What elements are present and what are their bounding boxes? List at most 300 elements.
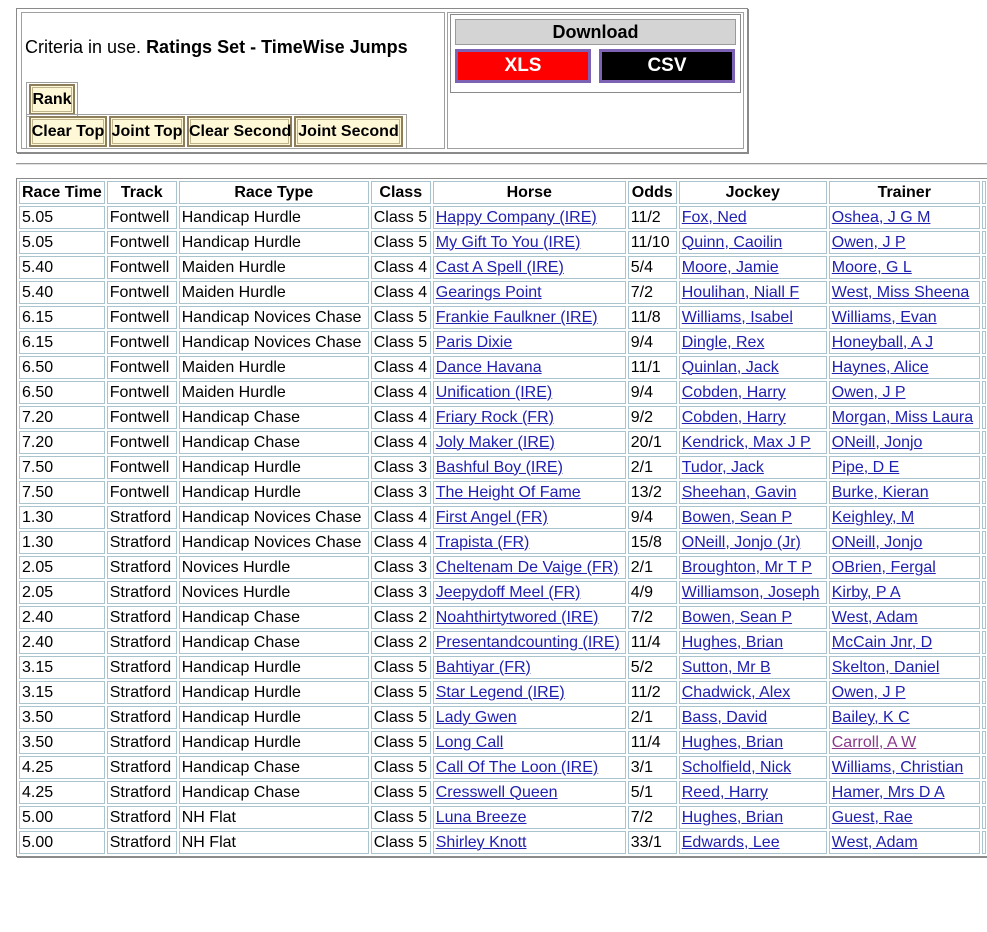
extra-cell [982, 531, 986, 554]
table-row [19, 481, 986, 504]
horse-cell [433, 481, 626, 504]
jockey-cell [679, 431, 827, 454]
divider [16, 163, 987, 165]
jockey-link[interactable]: Bass, David [681, 708, 768, 726]
trainer-link[interactable]: Oshea, J G M [831, 208, 931, 226]
trainer-cell [829, 456, 980, 479]
horse-cell [433, 606, 626, 629]
extra-cell [982, 506, 986, 529]
race-type-cell: Handicap Chase [179, 631, 369, 654]
race-time-cell: 3.50 [19, 731, 105, 754]
extra-cell [982, 481, 986, 504]
trainer-link[interactable]: McCain Jnr, D [831, 633, 933, 651]
race-time-cell: 7.50 [19, 456, 105, 479]
horse-link[interactable]: Luna Breeze [435, 808, 527, 826]
horse-link[interactable]: Paris Dixie [435, 333, 513, 351]
jockey-link[interactable]: ONeill, Jonjo (Jr) [681, 533, 801, 551]
horse-link[interactable]: Shirley Knott [435, 833, 527, 851]
joint-second-button[interactable]: Joint Second [294, 116, 403, 147]
class-cell: Class 5 [371, 806, 431, 829]
extra-cell [982, 406, 986, 429]
jockey-link[interactable]: Sutton, Mr B [681, 658, 771, 676]
track-cell: Stratford [107, 656, 177, 679]
jockey-link[interactable]: Fox, Ned [681, 208, 747, 226]
race-time-cell: 5.05 [19, 206, 105, 229]
track-cell: Fontwell [107, 381, 177, 404]
odds-cell: 33/1 [628, 831, 677, 854]
jockey-cell [679, 681, 827, 704]
horse-cell [433, 656, 626, 679]
trainer-cell [829, 306, 980, 329]
horse-cell [433, 356, 626, 379]
trainer-link[interactable]: Skelton, Daniel [831, 658, 940, 676]
jockey-link[interactable]: Hughes, Brian [681, 633, 784, 651]
jockey-cell [679, 756, 827, 779]
trainer-cell [829, 556, 980, 579]
track-cell: Stratford [107, 781, 177, 804]
trainer-cell [829, 731, 980, 754]
odds-cell: 7/2 [628, 606, 677, 629]
trainer-cell [829, 631, 980, 654]
trainer-cell [829, 681, 980, 704]
table-row [19, 781, 986, 804]
table-row [19, 531, 986, 554]
jockey-link[interactable]: Williams, Isabel [681, 308, 793, 326]
horse-link[interactable]: Jeepydoff Meel (FR) [435, 583, 581, 601]
horse-link[interactable]: Unification (IRE) [435, 383, 553, 401]
extra-cell [982, 706, 986, 729]
horse-link[interactable]: Lady Gwen [435, 708, 517, 726]
criteria-panel [16, 8, 748, 153]
class-cell: Class 4 [371, 406, 431, 429]
race-type-cell: Handicap Novices Chase [179, 306, 369, 329]
odds-cell: 9/4 [628, 331, 677, 354]
race-type-cell: Handicap Hurdle [179, 731, 369, 754]
column-header-odds: Odds [628, 181, 677, 204]
horse-link[interactable]: Dance Havana [435, 358, 542, 376]
trainer-link[interactable]: Honeyball, A J [831, 333, 934, 351]
horse-cell [433, 681, 626, 704]
trainer-link[interactable]: Williams, Evan [831, 308, 937, 326]
race-type-cell: Handicap Chase [179, 781, 369, 804]
track-cell: Fontwell [107, 281, 177, 304]
trainer-cell [829, 781, 980, 804]
race-type-cell: NH Flat [179, 831, 369, 854]
race-type-cell: Novices Hurdle [179, 581, 369, 604]
ratings-set-label: Ratings Set - TimeWise Jumps [146, 37, 408, 57]
trainer-link[interactable]: West, Adam [831, 833, 918, 851]
jockey-link[interactable]: Houlihan, Niall F [681, 283, 800, 301]
jockey-cell [679, 231, 827, 254]
jockey-cell [679, 256, 827, 279]
odds-cell: 2/1 [628, 706, 677, 729]
trainer-cell [829, 531, 980, 554]
table-row [19, 656, 986, 679]
race-type-cell: NH Flat [179, 806, 369, 829]
download-xls-button[interactable]: XLS [455, 49, 591, 83]
class-cell: Class 5 [371, 656, 431, 679]
jockey-link[interactable]: Hughes, Brian [681, 733, 784, 751]
table-row [19, 831, 986, 854]
table-row [19, 431, 986, 454]
track-cell: Fontwell [107, 206, 177, 229]
jockey-cell [679, 781, 827, 804]
track-cell: Stratford [107, 706, 177, 729]
race-type-cell: Handicap Novices Chase [179, 331, 369, 354]
class-cell: Class 4 [371, 431, 431, 454]
extra-cell [982, 756, 986, 779]
column-header-jockey: Jockey [679, 181, 827, 204]
track-cell: Fontwell [107, 331, 177, 354]
race-time-cell: 1.30 [19, 531, 105, 554]
trainer-cell [829, 606, 980, 629]
odds-cell: 20/1 [628, 431, 677, 454]
jockey-cell [679, 381, 827, 404]
track-cell: Stratford [107, 606, 177, 629]
trainer-link[interactable]: Hamer, Mrs D A [831, 783, 945, 801]
horse-link[interactable]: Happy Company (IRE) [435, 208, 597, 226]
horse-cell [433, 806, 626, 829]
race-time-cell: 6.15 [19, 331, 105, 354]
race-time-cell: 5.00 [19, 831, 105, 854]
trainer-link[interactable]: Owen, J P [831, 383, 906, 401]
horse-cell [433, 781, 626, 804]
odds-cell: 7/2 [628, 806, 677, 829]
trainer-cell [829, 331, 980, 354]
trainer-cell [829, 481, 980, 504]
jockey-cell [679, 806, 827, 829]
table-row [19, 456, 986, 479]
jockey-link[interactable]: Williamson, Joseph [681, 583, 820, 601]
jockey-link[interactable]: Tudor, Jack [681, 458, 764, 476]
extra-cell [982, 781, 986, 804]
jockey-cell [679, 456, 827, 479]
criteria-prefix: Criteria in use. [25, 37, 142, 57]
extra-cell [982, 456, 986, 479]
table-row [19, 731, 986, 754]
odds-cell: 2/1 [628, 456, 677, 479]
race-time-cell: 4.25 [19, 756, 105, 779]
class-cell: Class 5 [371, 731, 431, 754]
extra-cell [982, 831, 986, 854]
extra-cell [982, 631, 986, 654]
trainer-cell [829, 256, 980, 279]
race-type-cell: Handicap Hurdle [179, 681, 369, 704]
trainer-link[interactable]: Pipe, D E [831, 458, 900, 476]
results-panel [16, 178, 987, 857]
download-csv-button[interactable]: CSV [599, 49, 735, 83]
horse-link[interactable]: Gearings Point [435, 283, 542, 301]
table-row [19, 406, 986, 429]
horse-link[interactable]: Frankie Faulkner (IRE) [435, 308, 598, 326]
extra-cell [982, 256, 986, 279]
horse-link[interactable]: First Angel (FR) [435, 508, 548, 526]
race-time-cell: 2.05 [19, 556, 105, 579]
odds-cell: 11/4 [628, 731, 677, 754]
jockey-link[interactable]: Chadwick, Alex [681, 683, 791, 701]
race-time-cell: 1.30 [19, 506, 105, 529]
extra-cell [982, 556, 986, 579]
horse-cell [433, 731, 626, 754]
jockey-link[interactable]: Cobden, Harry [681, 383, 786, 401]
table-row [19, 231, 986, 254]
jockey-link[interactable]: Hughes, Brian [681, 808, 784, 826]
class-cell: Class 5 [371, 306, 431, 329]
class-cell: Class 4 [371, 506, 431, 529]
table-row [19, 256, 986, 279]
horse-cell [433, 406, 626, 429]
horse-link[interactable]: Cheltenam De Vaige (FR) [435, 558, 619, 576]
class-cell: Class 4 [371, 356, 431, 379]
class-cell: Class 2 [371, 606, 431, 629]
table-row [19, 756, 986, 779]
odds-cell: 11/8 [628, 306, 677, 329]
race-time-cell: 3.15 [19, 656, 105, 679]
race-time-cell: 6.50 [19, 356, 105, 379]
race-type-cell: Maiden Hurdle [179, 256, 369, 279]
odds-cell: 9/4 [628, 381, 677, 404]
trainer-link[interactable]: West, Adam [831, 608, 918, 626]
track-cell: Fontwell [107, 256, 177, 279]
jockey-link[interactable]: Reed, Harry [681, 783, 768, 801]
joint-top-button[interactable]: Joint Top [109, 116, 185, 147]
class-cell: Class 5 [371, 781, 431, 804]
criteria-text [25, 37, 408, 58]
horse-cell [433, 306, 626, 329]
class-cell: Class 4 [371, 256, 431, 279]
horse-link[interactable]: Star Legend (IRE) [435, 683, 565, 701]
race-time-cell: 3.50 [19, 706, 105, 729]
horse-cell [433, 506, 626, 529]
class-cell: Class 3 [371, 456, 431, 479]
race-type-cell: Handicap Hurdle [179, 706, 369, 729]
trainer-cell [829, 656, 980, 679]
race-time-cell: 5.40 [19, 281, 105, 304]
horse-link[interactable]: Cresswell Queen [435, 783, 558, 801]
table-row [19, 556, 986, 579]
track-cell: Stratford [107, 831, 177, 854]
jockey-cell [679, 281, 827, 304]
jockey-link[interactable]: Sheehan, Gavin [681, 483, 797, 501]
race-time-cell: 5.00 [19, 806, 105, 829]
trainer-cell [829, 356, 980, 379]
horse-link[interactable]: Trapista (FR) [435, 533, 530, 551]
trainer-link[interactable]: Kirby, P A [831, 583, 901, 601]
odds-cell: 9/4 [628, 506, 677, 529]
class-cell: Class 5 [371, 206, 431, 229]
table-row [19, 381, 986, 404]
trainer-link[interactable]: Owen, J P [831, 683, 906, 701]
horse-link[interactable]: Call Of The Loon (IRE) [435, 758, 599, 776]
jockey-cell [679, 831, 827, 854]
rank-button[interactable]: Rank [29, 84, 75, 115]
race-type-cell: Handicap Novices Chase [179, 506, 369, 529]
track-cell: Fontwell [107, 306, 177, 329]
race-type-cell: Novices Hurdle [179, 556, 369, 579]
track-cell: Fontwell [107, 481, 177, 504]
race-type-cell: Handicap Chase [179, 406, 369, 429]
table-body [19, 206, 986, 854]
jockey-link[interactable]: Quinn, Caoilin [681, 233, 783, 251]
trainer-link[interactable]: OBrien, Fergal [831, 558, 936, 576]
odds-cell: 13/2 [628, 481, 677, 504]
jockey-link[interactable]: Broughton, Mr T P [681, 558, 812, 576]
odds-cell: 5/2 [628, 656, 677, 679]
race-type-cell: Handicap Hurdle [179, 456, 369, 479]
race-time-cell: 7.20 [19, 406, 105, 429]
track-cell: Stratford [107, 631, 177, 654]
race-time-cell: 4.25 [19, 781, 105, 804]
jockey-link[interactable]: Quinlan, Jack [681, 358, 779, 376]
horse-link[interactable]: The Height Of Fame [435, 483, 581, 501]
jockey-link[interactable]: Dingle, Rex [681, 333, 765, 351]
horse-cell [433, 231, 626, 254]
horse-cell [433, 531, 626, 554]
horse-cell [433, 556, 626, 579]
horse-cell [433, 456, 626, 479]
odds-cell: 2/1 [628, 556, 677, 579]
track-cell: Stratford [107, 681, 177, 704]
selection-button-group [26, 114, 407, 149]
jockey-link[interactable]: Bowen, Sean P [681, 508, 793, 526]
trainer-cell [829, 506, 980, 529]
odds-cell: 11/2 [628, 206, 677, 229]
odds-cell: 5/4 [628, 256, 677, 279]
race-time-cell: 2.40 [19, 606, 105, 629]
class-cell: Class 3 [371, 481, 431, 504]
race-type-cell: Handicap Hurdle [179, 656, 369, 679]
table-row [19, 331, 986, 354]
track-cell: Stratford [107, 731, 177, 754]
table-row [19, 806, 986, 829]
race-time-cell: 2.40 [19, 631, 105, 654]
race-time-cell: 3.15 [19, 681, 105, 704]
clear-second-button[interactable]: Clear Second [187, 116, 292, 147]
horse-link[interactable]: Joly Maker (IRE) [435, 433, 555, 451]
trainer-link[interactable]: Haynes, Alice [831, 358, 929, 376]
class-cell: Class 5 [371, 831, 431, 854]
trainer-link[interactable]: Morgan, Miss Laura [831, 408, 974, 426]
jockey-cell [679, 606, 827, 629]
trainer-cell [829, 431, 980, 454]
trainer-link[interactable]: ONeill, Jonjo [831, 433, 923, 451]
criteria-box [21, 12, 445, 149]
jockey-link[interactable]: Scholfield, Nick [681, 758, 792, 776]
track-cell: Fontwell [107, 456, 177, 479]
horse-link[interactable]: Noahthirtytwored (IRE) [435, 608, 599, 626]
table-header-row [19, 181, 986, 204]
race-time-cell: 7.50 [19, 481, 105, 504]
jockey-link[interactable]: Edwards, Lee [681, 833, 780, 851]
table-row [19, 506, 986, 529]
horse-link[interactable]: Friary Rock (FR) [435, 408, 554, 426]
jockey-link[interactable]: Kendrick, Max J P [681, 433, 811, 451]
trainer-link[interactable]: West, Miss Sheena [831, 283, 970, 301]
trainer-link[interactable]: Owen, J P [831, 233, 906, 251]
clear-top-button[interactable]: Clear Top [29, 116, 107, 147]
class-cell: Class 5 [371, 331, 431, 354]
race-type-cell: Handicap Chase [179, 756, 369, 779]
extra-cell [982, 381, 986, 404]
horse-cell [433, 831, 626, 854]
horse-link[interactable]: Cast A Spell (IRE) [435, 258, 564, 276]
race-type-cell: Maiden Hurdle [179, 281, 369, 304]
race-type-cell: Handicap Hurdle [179, 231, 369, 254]
trainer-link[interactable]: Carroll, A W [831, 733, 917, 751]
jockey-cell [679, 506, 827, 529]
horse-link[interactable]: Presentandcounting (IRE) [435, 633, 620, 651]
download-title: Download [455, 19, 736, 45]
class-cell: Class 5 [371, 756, 431, 779]
trainer-link[interactable]: Burke, Kieran [831, 483, 929, 501]
trainer-cell [829, 406, 980, 429]
trainer-link[interactable]: Moore, G L [831, 258, 912, 276]
jockey-link[interactable]: Bowen, Sean P [681, 608, 793, 626]
horse-link[interactable]: Bashful Boy (IRE) [435, 458, 563, 476]
jockey-cell [679, 631, 827, 654]
column-header-class: Class [371, 181, 431, 204]
race-type-cell: Handicap Chase [179, 606, 369, 629]
table-row [19, 306, 986, 329]
odds-cell: 3/1 [628, 756, 677, 779]
trainer-link[interactable]: Bailey, K C [831, 708, 910, 726]
column-header-trainer: Trainer [829, 181, 980, 204]
extra-cell [982, 731, 986, 754]
jockey-cell [679, 331, 827, 354]
race-type-cell: Handicap Hurdle [179, 206, 369, 229]
table-row [19, 581, 986, 604]
trainer-link[interactable]: ONeill, Jonjo [831, 533, 923, 551]
trainer-cell [829, 231, 980, 254]
horse-cell [433, 281, 626, 304]
results-table [17, 179, 987, 856]
column-header-horse: Horse [433, 181, 626, 204]
jockey-cell [679, 706, 827, 729]
horse-link[interactable]: Bahtiyar (FR) [435, 658, 531, 676]
rank-button-group [26, 82, 78, 117]
trainer-cell [829, 381, 980, 404]
jockey-cell [679, 206, 827, 229]
extra-cell [982, 606, 986, 629]
class-cell: Class 3 [371, 556, 431, 579]
jockey-cell [679, 731, 827, 754]
track-cell: Stratford [107, 806, 177, 829]
extra-cell [982, 581, 986, 604]
class-cell: Class 5 [371, 681, 431, 704]
jockey-cell [679, 481, 827, 504]
track-cell: Stratford [107, 581, 177, 604]
jockey-link[interactable]: Moore, Jamie [681, 258, 779, 276]
trainer-link[interactable]: Williams, Christian [831, 758, 964, 776]
class-cell: Class 3 [371, 581, 431, 604]
class-cell: Class 5 [371, 706, 431, 729]
horse-cell [433, 756, 626, 779]
download-box [450, 14, 741, 93]
jockey-link[interactable]: Cobden, Harry [681, 408, 786, 426]
table-row [19, 281, 986, 304]
trainer-cell [829, 831, 980, 854]
race-type-cell: Handicap Novices Chase [179, 531, 369, 554]
horse-cell [433, 581, 626, 604]
trainer-link[interactable]: Keighley, M [831, 508, 915, 526]
track-cell: Stratford [107, 756, 177, 779]
horse-link[interactable]: My Gift To You (IRE) [435, 233, 581, 251]
trainer-link[interactable]: Guest, Rae [831, 808, 913, 826]
race-time-cell: 6.15 [19, 306, 105, 329]
horse-link[interactable]: Long Call [435, 733, 504, 751]
horse-cell [433, 256, 626, 279]
odds-cell: 15/8 [628, 531, 677, 554]
